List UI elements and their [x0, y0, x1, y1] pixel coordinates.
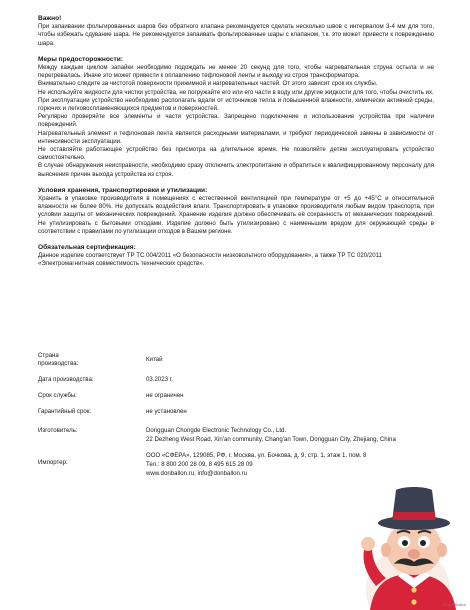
warranty-label: Гарантийный срок:: [38, 408, 92, 415]
precautions-heading: Меры предосторожности:: [38, 55, 124, 63]
importer-address: ООО «СФЕРА», 129085, РФ, г. Москва, ул. Бочкова, д. 9, стр. 1, этаж 1, пом. 8: [146, 452, 367, 459]
precaution-item: Между каждым циклом запайки необходимо подождать не менее 20 секунд для того, чтобы нагревательная струна остыла и не перегревалась. Иначе это может привести к оплавлению тефлоновой ленты и выходу из строя трансформатора.: [38, 64, 434, 80]
warranty-value: не установлен: [146, 408, 187, 415]
precaution-item: Регулярно проверяйте все элементы и части устройства. Запрещено подключение и использование устройства при наличии повреждений.: [38, 113, 434, 129]
service-value: не ограничен: [146, 392, 184, 399]
certification-text: Данное изделие соответствует ТР ТС 004/2011 «О безопасности низковольтного оборудования», а также ТР ТС 020/2011 «Электромагнитная совместимость технических средств».: [38, 252, 382, 268]
importer-label: Импортер:: [38, 459, 68, 466]
manufacturer-label: Изготовитель:: [38, 427, 78, 434]
mascot-nose: [408, 549, 420, 559]
date-row: [38, 376, 458, 385]
importer-web: www.donballon.ru, info@donballon.ru: [146, 470, 248, 477]
date-value: 03.2023 г.: [146, 376, 173, 383]
service-label: Срок службы:: [38, 392, 77, 399]
mascot-illustration: [328, 478, 470, 610]
mascot-ear: [437, 543, 447, 557]
coat-button-icon: [411, 587, 416, 592]
precaution-item: Не оставляйте работающее устройство без присмотра на длительное время. Не позволяйте детям эксплуатировать устройство самостоятельно.: [38, 146, 434, 162]
precaution-item: Нагревательный элемент и тефлоновая лента является расходными материалами, и требуют периодической замены в зависимости от интенсивности эксплуатации.: [38, 129, 434, 145]
precaution-item: При эксплуатации устройство необходимо располагать вдали от источников тепла и повышенной влажности, химически активной среды, горючих и легковоспламеняющихся предметов и поверхностей.: [38, 96, 434, 113]
mascot-pupil: [402, 540, 408, 546]
mascot-hand: [361, 537, 375, 551]
image-credit: © DonBallon: [443, 602, 466, 607]
country-label: производства:: [38, 360, 79, 367]
text-content: [38, 15, 434, 269]
manufacturer-row: [38, 427, 458, 445]
manufacturer-address: 22 Dezheng West Road, Xin'an community, Chang'an Town, Dongguan City, Zhejiang, China: [146, 436, 396, 443]
important-heading: Важно!: [38, 15, 62, 22]
warranty-row: [38, 408, 458, 417]
mascot-ear: [381, 543, 391, 557]
mascot-pupil: [420, 540, 426, 546]
important-text: При запаивании фольгированных шаров без обратного клапана рекомендуется сделать несколько швов с интервалом 3-4 мм для того, чтобы избежать сдувание шара. Не рекомендуется запаивать фольгированные шары с клапаном, т.к. это может привести к повреждению шара.: [38, 23, 434, 47]
storage-heading: Условия хранения, транспортировки и утилизации:: [38, 186, 208, 194]
manufacturer-name: Dongguan Chongde Electronic Technology Co., Ltd.: [146, 427, 287, 434]
country-value: Китай: [146, 356, 163, 363]
precaution-item: В случае обнаружения неисправности, необходимо сразу отключить электропитание и обратиться к квалифицированному персоналу для выяснения причин выхода устройства из строя.: [38, 162, 434, 178]
certification-heading: Обязательная сертификация:: [38, 244, 136, 252]
country-label: Страна: [38, 352, 59, 359]
precaution-item: Внимательно следите за чистотой поверхности прижимной и нагревательных частей. От этого зависит срок их службы.: [38, 80, 378, 88]
date-label: Дата производства:: [38, 376, 94, 383]
storage-text: Хранить в упаковке производителя в помещениях с естественной вентиляцией при температуре от +5 до +45°С и относительной влажности не более 80%. Не допускать воздействия влаги. Транспортировать в упаковке производителя любым видом транспорта, при условии защиты от механических повреждений. Хранение изделия должно обеспечивать её сохранность от механических повреждений. Не утилизировать с бытовыми отходами. Изделие должно быть утилизировано с наименьшим вредом для окружающей среды в соответствии с правилами по утилизации отходов в Вашем регионе.: [38, 195, 434, 235]
precaution-item: Не используйте жидкости для чистки устройства, не погружайте его или его части в воду или другие жидкости для того, чтобы очистить их.: [38, 88, 434, 96]
service-row: [38, 392, 458, 401]
country-row: [38, 352, 458, 368]
mascot-hat-band: [393, 512, 436, 520]
coat-button-icon: [411, 599, 416, 604]
importer-phone: Тел.: 8 800 200 28 09, 8 495 615 28 09: [146, 461, 253, 468]
